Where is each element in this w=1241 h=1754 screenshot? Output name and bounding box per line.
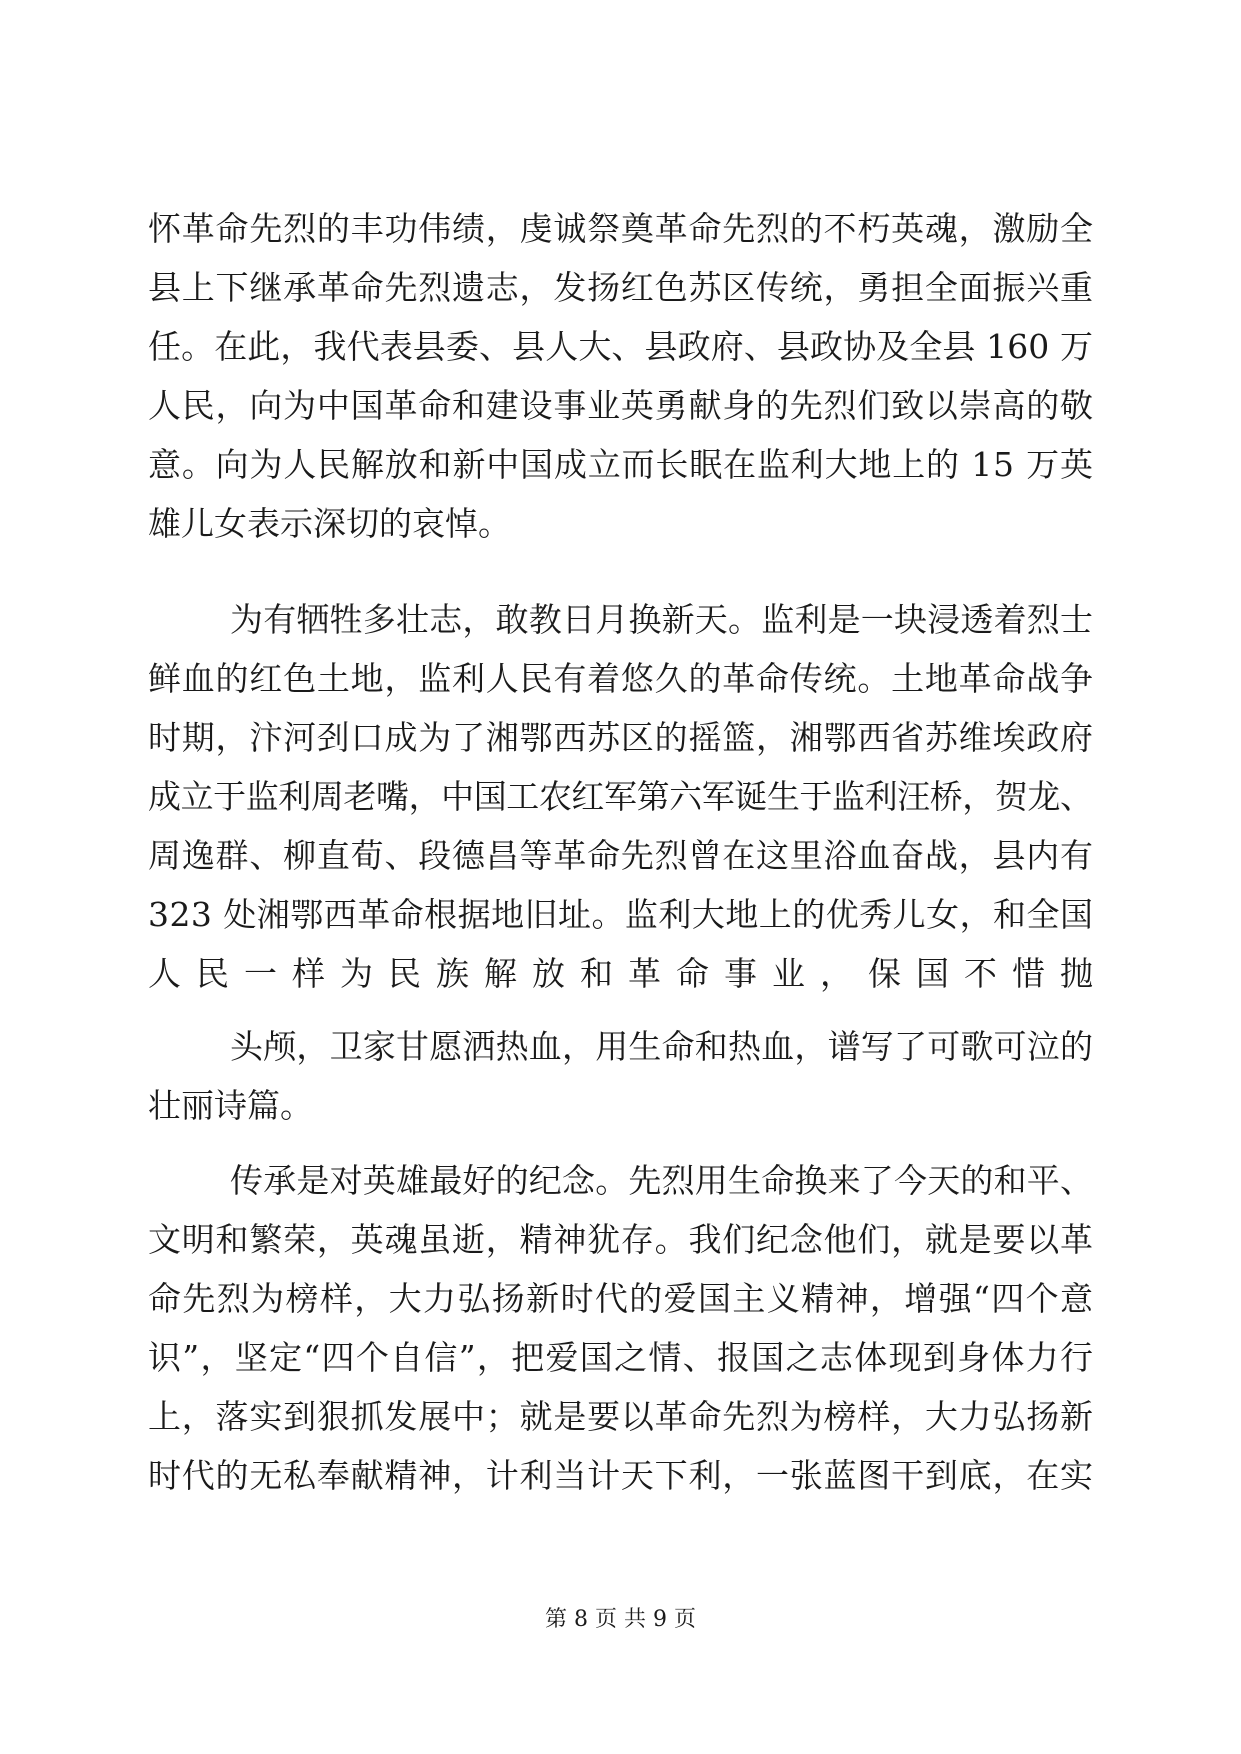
text-line: 县上下继承革命先烈遗志，发扬红色苏区传统，勇担全面振兴重 bbox=[148, 268, 1094, 307]
text-line: 人民，向为中国革命和建设事业英勇献身的先烈们致以崇高的敬 bbox=[148, 386, 1094, 425]
text-line: 鲜血的红色土地，监利人民有着悠久的革命传统。土地革命战争 bbox=[148, 659, 1094, 698]
text-line: 周逸群、柳直荀、段德昌等革命先烈曾在这里浴血奋战，县内有 bbox=[148, 836, 1094, 875]
text-line: 怀革命先烈的丰功伟绩，虔诚祭奠革命先烈的不朽英魂，激励全 bbox=[148, 209, 1094, 248]
text-line: 323 处湘鄂西革命根据地旧址。监利大地上的优秀儿女，和全国 bbox=[148, 895, 1094, 934]
text-line: 文明和繁荣，英魂虽逝，精神犹存。我们纪念他们，就是要以革 bbox=[148, 1220, 1094, 1259]
text-line: 意。向为人民解放和新中国成立而长眠在监利大地上的 15 万英 bbox=[148, 445, 1094, 484]
text-line: 人民一样为民族解放和革命事业，保国不惜抛 bbox=[148, 954, 1108, 993]
text-line: 为有牺牲多壮志，敢教日月换新天。监利是一块浸透着烈士 bbox=[230, 600, 1094, 639]
page-number-footer: 第 8 页 共 9 页 bbox=[545, 1607, 696, 1632]
text-line: 命先烈为榜样，大力弘扬新时代的爱国主义精神，增强“四个意 bbox=[148, 1279, 1095, 1318]
text-line: 上，落实到狠抓发展中；就是要以革命先烈为榜样，大力弘扬新 bbox=[148, 1397, 1094, 1436]
text-line: 时代的无私奉献精神，计利当计天下利，一张蓝图干到底，在实 bbox=[148, 1456, 1094, 1495]
text-line: 成立于监利周老嘴，中国工农红军第六军诞生于监利汪桥，贺龙、 bbox=[148, 777, 1093, 816]
text-line: 雄儿女表示深切的哀悼。 bbox=[148, 504, 511, 543]
text-line: 识”，坚定“四个自信”，把爱国之情、报国之志体现到身体力行 bbox=[148, 1338, 1095, 1377]
text-line: 时期，汴河刭口成为了湘鄂西苏区的摇篮，湘鄂西省苏维埃政府 bbox=[148, 718, 1094, 757]
text-line: 壮丽诗篇。 bbox=[148, 1086, 313, 1125]
text-line: 任。在此，我代表县委、县人大、县政府、县政协及全县 160 万 bbox=[148, 327, 1094, 366]
text-line: 头颅，卫家甘愿洒热血，用生命和热血，谱写了可歌可泣的 bbox=[230, 1027, 1094, 1066]
text-line: 传承是对英雄最好的纪念。先烈用生命换来了今天的和平、 bbox=[230, 1161, 1094, 1200]
